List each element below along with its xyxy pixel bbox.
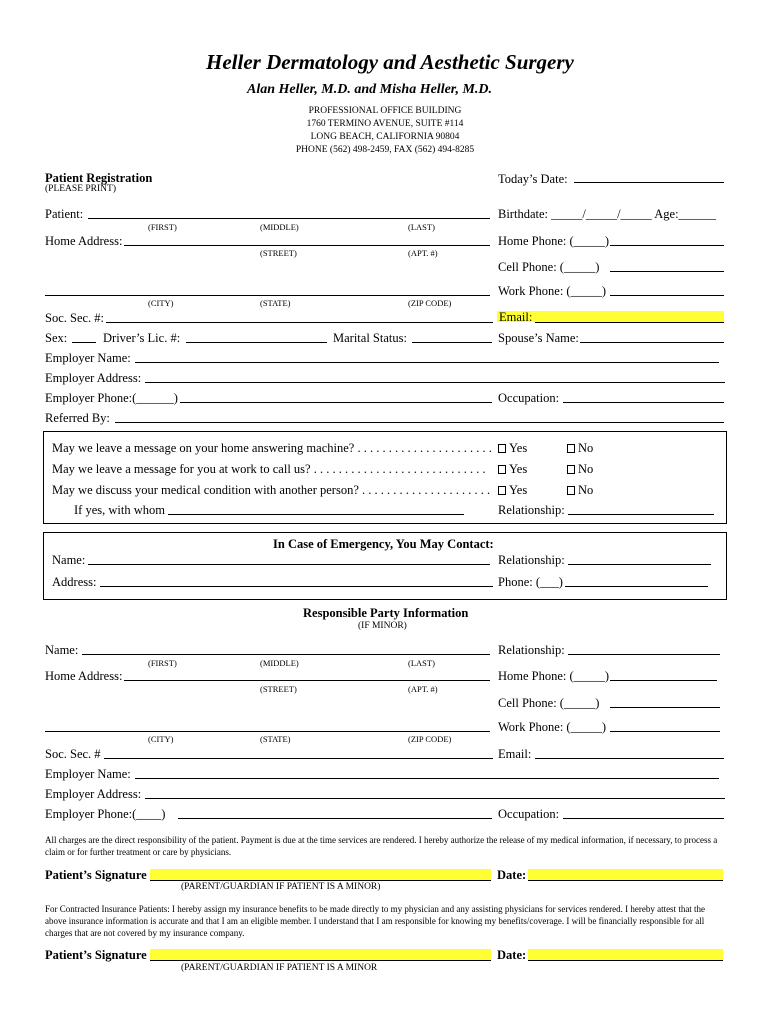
responsible-employer-phone-field[interactable] xyxy=(178,818,492,819)
discuss-condition-yes[interactable] xyxy=(498,483,527,498)
permission-relationship-field[interactable] xyxy=(568,514,714,515)
soc-sec-field[interactable] xyxy=(106,322,493,323)
middle-caption: (MIDDLE) xyxy=(260,222,299,232)
work-phone-field[interactable] xyxy=(610,295,724,296)
yes-label: Yes xyxy=(509,441,528,455)
date1-label: Date: xyxy=(497,868,527,882)
date2-field[interactable] xyxy=(528,960,723,961)
checkbox-icon[interactable] xyxy=(498,444,506,453)
home-phone-label: Home Phone: (_____) xyxy=(498,234,610,248)
city-caption: (CITY) xyxy=(148,298,174,308)
question-work-message: May we leave a message for you at work to call us? . . . . . . . . . . . . . . . . . . . . . . . . . . . . xyxy=(52,462,486,476)
responsible-email-label: Email: xyxy=(498,747,532,761)
emergency-name-field[interactable] xyxy=(88,564,490,565)
responsible-relationship-field[interactable] xyxy=(568,654,720,655)
responsible-city-state-zip-field[interactable] xyxy=(45,731,490,732)
cell-phone-label: Cell Phone: (_____) xyxy=(498,260,600,274)
signature1-label: Patient’s Signature xyxy=(45,868,147,882)
responsible-work-phone-label: Work Phone: (_____) xyxy=(498,720,607,734)
apt-caption: (APT. #) xyxy=(408,248,438,258)
occupation-field[interactable] xyxy=(563,402,724,403)
signature1-field[interactable] xyxy=(150,880,491,881)
practice-title: Heller Dermatology and Aesthetic Surgery xyxy=(206,50,574,74)
if-minor-note: (IF MINOR) xyxy=(358,621,407,631)
responsible-soc-sec-field[interactable] xyxy=(104,758,493,759)
spouse-name-field[interactable] xyxy=(580,342,724,343)
checkbox-icon[interactable] xyxy=(567,486,575,495)
last-caption: (LAST) xyxy=(408,222,435,232)
referred-by-label: Referred By: xyxy=(45,411,110,425)
emergency-address-label: Address: xyxy=(52,575,97,589)
signature2-label: Patient’s Signature xyxy=(45,948,147,962)
state-caption: (STATE) xyxy=(260,298,291,308)
guardian2-note: (PARENT/GUARDIAN IF PATIENT IS A MINOR xyxy=(181,963,378,973)
spouse-name-label: Spouse’s Name: xyxy=(498,331,579,345)
work-phone-label: Work Phone: (_____) xyxy=(498,284,607,298)
home-address-field[interactable] xyxy=(124,245,490,246)
employer-address-field[interactable] xyxy=(145,382,725,383)
address-line-2: 1760 TERMINO AVENUE, SUITE #114 xyxy=(306,119,464,129)
yes-label: Yes xyxy=(509,483,528,497)
responsible-home-address-field[interactable] xyxy=(124,680,490,681)
apt-caption: (APT. #) xyxy=(408,684,438,694)
responsible-occupation-field[interactable] xyxy=(563,818,724,819)
responsible-employer-address-label: Employer Address: xyxy=(45,787,142,801)
responsible-home-phone-field[interactable] xyxy=(610,680,717,681)
emergency-name-label: Name: xyxy=(52,553,86,567)
sex-field[interactable] xyxy=(72,342,96,343)
city-caption: (CITY) xyxy=(148,734,174,744)
street-caption: (STREET) xyxy=(260,248,297,258)
charges-statement: All charges are the direct responsibility of the patient. Payment is due at the time services are rendered. I hereby authorize the release of my medical information, if necessary, to process a claim or for further treatment or care by physicians. xyxy=(45,835,718,857)
no-label: No xyxy=(578,441,594,455)
employer-address-label: Employer Address: xyxy=(45,371,142,385)
cell-phone-field[interactable] xyxy=(610,271,724,272)
responsible-relationship-label: Relationship: xyxy=(498,643,565,657)
yes-label: Yes xyxy=(509,462,528,476)
todays-date-label: Today’s Date: xyxy=(498,172,568,186)
emergency-relationship-label: Relationship: xyxy=(498,553,565,567)
address-line-3: LONG BEACH, CALIFORNIA 90804 xyxy=(310,132,460,142)
responsible-employer-phone-label: Employer Phone:(____) xyxy=(45,807,166,821)
responsible-employer-name-label: Employer Name: xyxy=(45,767,131,781)
question-discuss-condition: May we discuss your medical condition with another person? . . . . . . . . . . . . . . . . . . . . . xyxy=(52,483,491,497)
responsible-cell-phone-field[interactable] xyxy=(610,707,720,708)
first-caption: (FIRST) xyxy=(148,658,177,668)
responsible-employer-name-field[interactable] xyxy=(135,778,719,779)
marital-status-label: Marital Status: xyxy=(333,331,407,345)
address-line-1: PROFESSIONAL OFFICE BUILDING xyxy=(308,106,462,116)
no-label: No xyxy=(578,462,594,476)
first-caption: (FIRST) xyxy=(148,222,177,232)
patient-label: Patient: xyxy=(45,207,84,221)
home-message-yes[interactable] xyxy=(498,441,527,456)
responsible-cell-phone-label: Cell Phone: (_____) xyxy=(498,696,600,710)
responsible-name-field[interactable] xyxy=(82,654,490,655)
responsible-home-phone-label: Home Phone: (_____) xyxy=(498,669,610,683)
guardian1-note: (PARENT/GUARDIAN IF PATIENT IS A MINOR) xyxy=(181,882,381,892)
home-address-label: Home Address: xyxy=(45,234,123,248)
birthdate-age-field[interactable]: Birthdate: _____/_____/_____ Age:______ xyxy=(498,207,717,221)
drivers-lic-label: Driver’s Lic. #: xyxy=(103,331,181,345)
emergency-phone-field[interactable] xyxy=(565,586,708,587)
referred-by-field[interactable] xyxy=(115,422,724,423)
employer-phone-field[interactable] xyxy=(180,402,492,403)
registration-heading: Patient Registration xyxy=(45,171,153,185)
emergency-relationship-field[interactable] xyxy=(568,564,711,565)
patient-name-field[interactable] xyxy=(88,218,490,219)
discuss-condition-no[interactable] xyxy=(567,483,593,498)
work-message-yes[interactable] xyxy=(498,462,527,477)
soc-sec-label: Soc. Sec. #: xyxy=(45,311,105,325)
responsible-work-phone-field[interactable] xyxy=(610,731,720,732)
if-yes-field[interactable] xyxy=(168,514,464,515)
zip-caption: (ZIP CODE) xyxy=(408,734,452,744)
responsible-occupation-label: Occupation: xyxy=(498,807,560,821)
occupation-label: Occupation: xyxy=(498,391,560,405)
responsible-email-field[interactable] xyxy=(535,758,724,759)
employer-name-field[interactable] xyxy=(135,362,719,363)
doctors-line: Alan Heller, M.D. and Misha Heller, M.D. xyxy=(247,82,493,97)
date1-highlight xyxy=(528,869,723,880)
emergency-heading: In Case of Emergency, You May Contact: xyxy=(273,537,494,551)
responsible-soc-sec-label: Soc. Sec. # xyxy=(45,747,101,761)
responsible-employer-address-field[interactable] xyxy=(145,798,725,799)
email-label: Email: xyxy=(499,310,533,324)
todays-date-field[interactable] xyxy=(574,182,724,183)
if-yes-label: If yes, with whom xyxy=(74,503,165,517)
responsible-name-label: Name: xyxy=(45,643,79,657)
emergency-phone-label: Phone: (___) xyxy=(498,575,563,589)
date2-highlight xyxy=(528,949,723,960)
checkbox-icon[interactable] xyxy=(567,465,575,474)
street-caption: (STREET) xyxy=(260,684,297,694)
permission-relationship-label: Relationship: xyxy=(498,503,565,517)
date1-field[interactable] xyxy=(528,880,723,881)
question-home-message: May we leave a message on your home answering machine? . . . . . . . . . . . . . . . . . . . . . . xyxy=(52,441,492,455)
signature2-highlight xyxy=(150,949,491,960)
employer-phone-label: Employer Phone:(______) xyxy=(45,391,178,405)
email-field[interactable] xyxy=(535,322,724,323)
sex-label: Sex: xyxy=(45,331,68,345)
zip-caption: (ZIP CODE) xyxy=(408,298,452,308)
checkbox-icon[interactable] xyxy=(567,444,575,453)
address-line-4: PHONE (562) 498-2459, FAX (562) 494-8285 xyxy=(295,145,475,155)
checkbox-icon[interactable] xyxy=(498,465,506,474)
responsible-home-address-label: Home Address: xyxy=(45,669,123,683)
last-caption: (LAST) xyxy=(408,658,435,668)
marital-status-field[interactable] xyxy=(412,342,492,343)
home-phone-field[interactable] xyxy=(610,245,724,246)
responsible-heading: Responsible Party Information xyxy=(303,606,469,620)
work-message-no[interactable] xyxy=(567,462,593,477)
signature2-field[interactable] xyxy=(150,960,491,961)
middle-caption: (MIDDLE) xyxy=(260,658,299,668)
employer-name-label: Employer Name: xyxy=(45,351,131,365)
home-message-no[interactable] xyxy=(567,441,593,456)
no-label: No xyxy=(578,483,594,497)
insurance-statement: For Contracted Insurance Patients: I hereby assign my insurance benefits to be made directly to my physician and any assisting physicians for services rendered. I hereby attest that the above insurance information is accurate and that I am an eligible member. I understand that I am responsible for knowing my benefits/coverage. I will be financially responsible for all charges that are not covered by my insurance company. xyxy=(45,904,706,938)
date2-label: Date: xyxy=(497,948,527,962)
checkbox-icon[interactable] xyxy=(498,486,506,495)
drivers-lic-field[interactable] xyxy=(186,342,327,343)
state-caption: (STATE) xyxy=(260,734,291,744)
emergency-address-field[interactable] xyxy=(100,586,493,587)
city-state-zip-field[interactable] xyxy=(45,295,490,296)
please-print-note: (PLEASE PRINT) xyxy=(45,184,116,194)
signature1-highlight xyxy=(150,869,491,880)
